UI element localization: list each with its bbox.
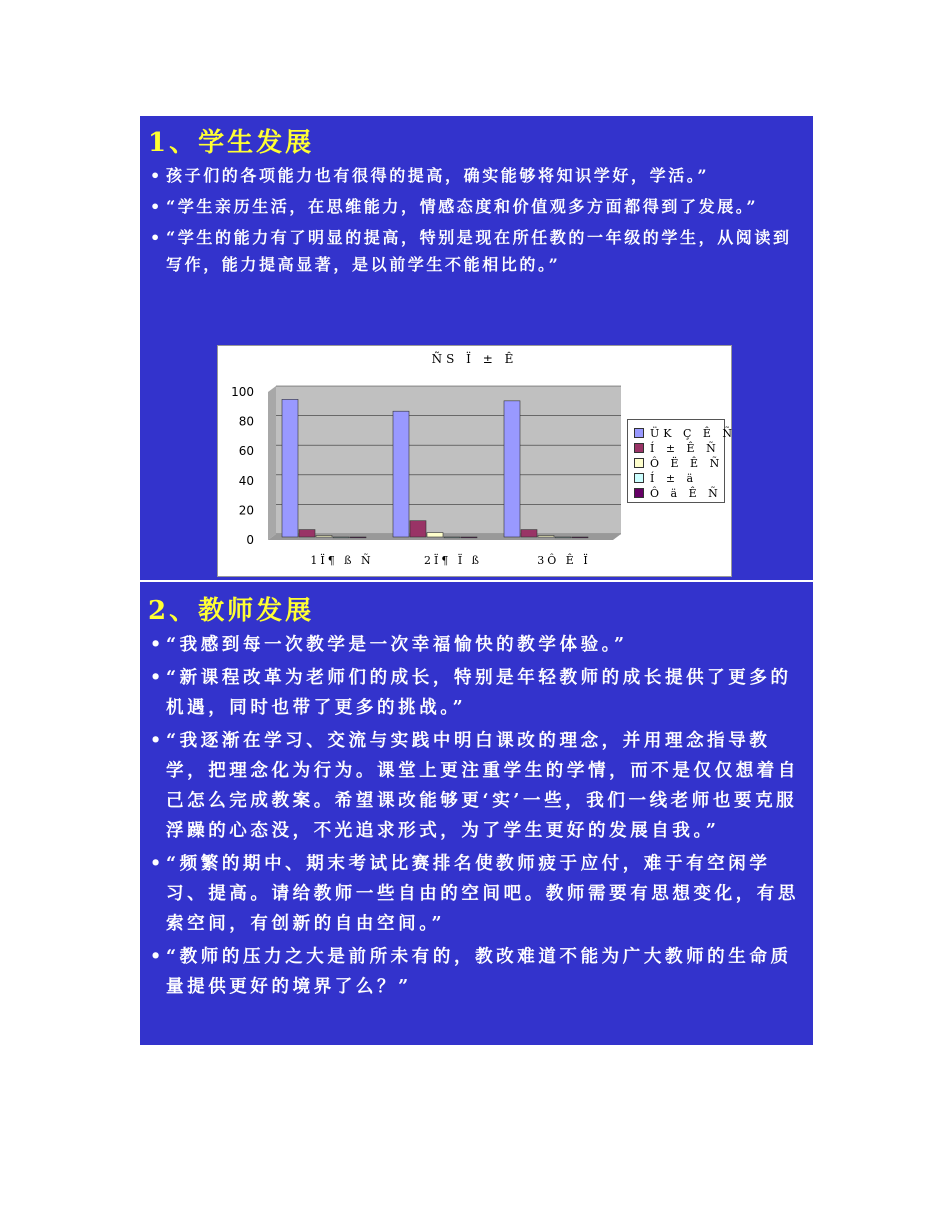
- chart-side-wall: [268, 386, 276, 540]
- bullet-icon: •: [150, 668, 165, 688]
- list-item: [148, 193, 801, 220]
- bullet-text: “频繁的期中、期末考试比赛排名使教师疲于应付，难于有空闲学习、提高。请给教师一些自由的空间吧。教师需要有思想变化，有思索空间，有创新的自由空间。”: [166, 854, 799, 934]
- bar: [444, 537, 460, 538]
- list-item: [148, 942, 801, 1002]
- x-tick-label: 1Ï¶ ß Ñ: [310, 554, 374, 567]
- legend-label: Ô Ë Ê Ñ: [650, 456, 724, 470]
- bullet-text: “我感到每一次教学是一次幸福愉快的教学体验。”: [166, 635, 628, 655]
- legend-swatch: [634, 458, 644, 468]
- bar: [393, 411, 409, 537]
- slide-teacher-development: [140, 582, 813, 1045]
- bullet-icon: •: [150, 635, 165, 655]
- bar: [410, 521, 426, 537]
- y-tick-label: 100: [231, 385, 254, 399]
- slide2-heading: 2、教师发展: [148, 596, 315, 626]
- bar: [282, 399, 298, 537]
- bullet-text: “教师的压力之大是前所未有的，教改难道不能为广大教师的生命质量提供更好的境界了么？”: [166, 947, 792, 997]
- legend-swatch: [634, 488, 644, 498]
- y-tick-label: 40: [238, 473, 254, 488]
- list-item: [148, 849, 801, 939]
- legend-label: Í ± Ê Ñ: [650, 441, 720, 455]
- y-tick-label: 20: [238, 503, 254, 518]
- bar-chart: [217, 345, 737, 577]
- bar: [333, 537, 349, 538]
- list-item: [148, 663, 801, 723]
- bullet-icon: •: [150, 228, 163, 247]
- slide1-heading: 1、学生发展: [148, 128, 315, 158]
- legend-swatch: [634, 443, 644, 453]
- bar: [572, 537, 588, 538]
- slide1-bullet-list: [148, 162, 801, 282]
- list-item: [148, 162, 801, 189]
- bullet-icon: •: [150, 947, 165, 967]
- list-item: [148, 630, 801, 660]
- bar: [504, 401, 520, 537]
- bullet-text: 孩子们的各项能力也有很得的提高，确实能够将知识学好，学活。”: [166, 166, 710, 185]
- y-tick-label: 0: [246, 533, 254, 547]
- legend-entry: [634, 471, 697, 485]
- legend-swatch: [634, 428, 644, 438]
- x-tick-label: 3Ô Ê Ï: [537, 554, 591, 567]
- legend-entry: [634, 486, 722, 500]
- bar: [427, 533, 443, 537]
- slide-student-development: [140, 116, 813, 580]
- bullet-icon: •: [150, 166, 163, 185]
- legend-entry: [634, 456, 723, 470]
- list-item: [148, 726, 801, 846]
- bullet-text: “新课程改革为老师们的成长，特别是年轻教师的成长提供了更多的机遇，同时也带了更多的挑战。”: [166, 668, 792, 718]
- bar: [350, 537, 366, 538]
- bullet-icon: •: [150, 197, 163, 216]
- bar: [521, 530, 537, 537]
- legend-label: ÜK Ç Ê Ñ: [650, 426, 737, 440]
- chart-plot-area: [276, 386, 621, 534]
- slide2-bullet-list: [148, 630, 801, 1005]
- chart-legend: [627, 419, 737, 503]
- x-tick-label: 2Ï¶ Ï ß: [423, 554, 483, 567]
- bar: [538, 536, 554, 537]
- bullet-text: “我逐渐在学习、交流与实践中明白课改的理念，并用理念指导教学，把理念化为行为。课堂上更注重学生的学情，而不是仅仅想着自己怎么完成教案。希望课改能够更‘实’一些，我们一线老师也要克服浮躁的心态没，不光追求形式，为了学生更好的发展自我。”: [166, 731, 799, 841]
- legend-label: Ô ä Ê Ñ: [650, 486, 722, 500]
- bar: [316, 536, 332, 537]
- bullet-text: “学生亲历生活，在思维能力，情感态度和价值观多方面都得到了发展。”: [166, 197, 759, 216]
- list-item: [148, 224, 801, 278]
- legend-entry: [634, 441, 720, 455]
- chart-title: ÑS Ï ± Ê: [431, 352, 518, 366]
- bar: [461, 537, 477, 538]
- legend-label: Í ± ä: [650, 471, 698, 485]
- bullet-text: “学生的能力有了明显的提高，特别是现在所任教的一年级的学生，从阅读到写作，能力提高显著，是以前学生不能相比的。”: [166, 228, 792, 274]
- legend-entry: [634, 426, 736, 440]
- bullet-icon: •: [150, 731, 165, 751]
- bullet-icon: •: [150, 854, 165, 874]
- y-tick-label: 60: [238, 444, 254, 459]
- bar: [299, 530, 315, 537]
- bar: [555, 537, 571, 538]
- legend-swatch: [634, 473, 644, 483]
- y-tick-label: 80: [238, 414, 254, 429]
